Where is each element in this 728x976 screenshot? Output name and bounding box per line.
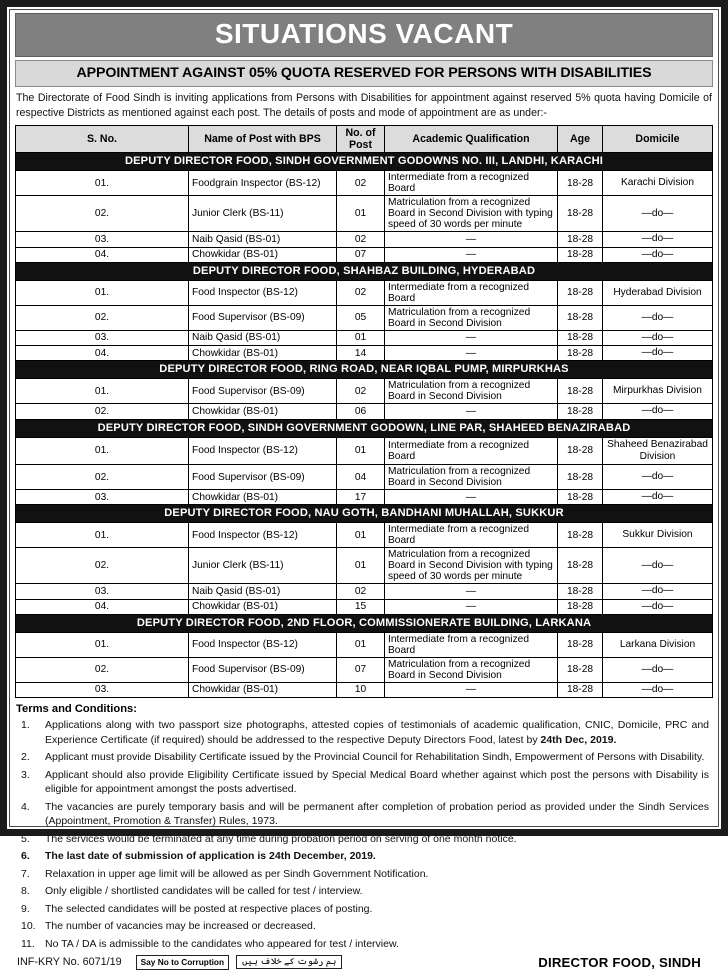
cell-qualification: Matriculation from a recognized Board in Second Division with typing speed of 30 words per minute	[385, 548, 558, 584]
cell-post-name: Naib Qasid (BS-01)	[189, 232, 337, 247]
term-item	[15, 900, 713, 917]
cell-post-name: Food Inspector (BS-12)	[189, 523, 337, 548]
term-text: Applicant must provide Disability Certificate issued by the Provincial Council for Rehabilitation Sindh, Empowerment of Persons with Disability.	[45, 751, 705, 764]
section-heading-label: DEPUTY DIRECTOR FOOD, NAU GOTH, BANDHANI MUHALLAH, SUKKUR	[16, 505, 713, 523]
cell-age: 18-28	[558, 632, 603, 657]
cell-age: 18-28	[558, 682, 603, 697]
term-deadline-emphasis: 24th Dec, 2019.	[540, 733, 617, 746]
table-row	[16, 330, 713, 345]
cell-age: 18-28	[558, 404, 603, 419]
cell-qualification: —	[385, 584, 558, 599]
cell-qualification: Intermediate from a recognized Board	[385, 171, 558, 196]
cell-age: 18-28	[558, 280, 603, 305]
table-row	[16, 232, 713, 247]
cell-sno: 01.	[16, 437, 189, 464]
cell-post-count: 07	[337, 657, 385, 682]
cell-qualification: —	[385, 232, 558, 247]
cell-post-name: Chowkidar (BS-01)	[189, 404, 337, 419]
cell-post-count: 02	[337, 379, 385, 404]
term-text: Applicant should also provide Eligibility Certificate issued by Special Medical Board whether against which post the persons with Disability is eligible for appointment amongst the posts advertised.	[45, 768, 709, 796]
cell-domicile: —do—	[603, 584, 713, 599]
term-number: 1.	[21, 719, 30, 732]
cell-domicile: Karachi Division	[603, 171, 713, 196]
cell-qualification: —	[385, 247, 558, 262]
cell-sno: 02.	[16, 305, 189, 330]
cell-post-count: 01	[337, 548, 385, 584]
section-heading-row	[16, 361, 713, 379]
cell-qualification: Matriculation from a recognized Board in Second Division with typing speed of 30 words per minute	[385, 196, 558, 232]
column-header-qualification: Academic Qualification	[385, 126, 558, 153]
section-heading-label: DEPUTY DIRECTOR FOOD, SINDH GOVERNMENT GODOWNS NO. III, LANDHI, KARACHI	[16, 153, 713, 171]
section-heading-row	[16, 614, 713, 632]
term-text: The vacancies are purely temporary basis and will be permanent after completion of probation period as provided under the Sindh Services (Appointment, Promotion & Transfer) Rules, 1973.	[45, 800, 709, 828]
table-row	[16, 280, 713, 305]
table-row	[16, 465, 713, 490]
term-text: The selected candidates will be posted at respective places of posting.	[45, 902, 373, 915]
cell-post-name: Junior Clerk (BS-11)	[189, 196, 337, 232]
cell-sno: 03.	[16, 490, 189, 505]
cell-post-name: Naib Qasid (BS-01)	[189, 584, 337, 599]
cell-domicile: —do—	[603, 682, 713, 697]
cell-sno: 01.	[16, 171, 189, 196]
cell-age: 18-28	[558, 599, 603, 614]
director-signature: DIRECTOR FOOD, SINDH	[538, 954, 701, 970]
cell-post-count: 02	[337, 171, 385, 196]
cell-domicile: Larkana Division	[603, 632, 713, 657]
terms-title: Terms and Conditions:	[16, 702, 137, 715]
cell-age: 18-28	[558, 196, 603, 232]
term-number: 8.	[21, 885, 30, 898]
section-heading-row	[16, 262, 713, 280]
term-number: 11.	[21, 937, 35, 950]
cell-sno: 02.	[16, 657, 189, 682]
cell-post-name: Food Supervisor (BS-09)	[189, 305, 337, 330]
cell-post-count: 02	[337, 280, 385, 305]
cell-post-count: 02	[337, 584, 385, 599]
page-title: SITUATIONS VACANT	[15, 13, 713, 57]
cell-age: 18-28	[558, 465, 603, 490]
cell-age: 18-28	[558, 232, 603, 247]
cell-domicile: —do—	[603, 305, 713, 330]
cell-post-name: Chowkidar (BS-01)	[189, 346, 337, 361]
cell-post-name: Food Supervisor (BS-09)	[189, 465, 337, 490]
cell-sno: 02.	[16, 404, 189, 419]
cell-post-name: Chowkidar (BS-01)	[189, 247, 337, 262]
column-header-domicile: Domicile	[603, 126, 713, 153]
table-row	[16, 379, 713, 404]
cell-post-count: 01	[337, 632, 385, 657]
subtitle-banner: APPOINTMENT AGAINST 05% QUOTA RESERVED FOR PERSONS WITH DISABILITIES	[15, 60, 713, 87]
cell-post-name: Chowkidar (BS-01)	[189, 682, 337, 697]
cell-qualification: —	[385, 490, 558, 505]
cell-domicile: Shaheed Benazirabad Division	[603, 437, 713, 464]
table-row	[16, 682, 713, 697]
cell-age: 18-28	[558, 171, 603, 196]
cell-age: 18-28	[558, 346, 603, 361]
table-row	[16, 196, 713, 232]
cell-qualification: —	[385, 599, 558, 614]
term-number: 3.	[21, 768, 30, 781]
section-heading-row	[16, 419, 713, 437]
table-row	[16, 584, 713, 599]
cell-post-name: Naib Qasid (BS-01)	[189, 330, 337, 345]
cell-post-count: 01	[337, 330, 385, 345]
term-number: 6.	[21, 850, 30, 863]
term-number: 4.	[21, 800, 30, 813]
cell-age: 18-28	[558, 305, 603, 330]
cell-sno: 01.	[16, 632, 189, 657]
term-text: The last date of submission of application is 24th December, 2019.	[45, 850, 376, 863]
cell-sno: 02.	[16, 548, 189, 584]
terms-list	[15, 717, 713, 953]
term-text: Only eligible / shortlisted candidates will be called for test / interview.	[45, 885, 363, 898]
cell-domicile: —do—	[603, 247, 713, 262]
cell-age: 18-28	[558, 437, 603, 464]
table-row	[16, 437, 713, 464]
cell-sno: 03.	[16, 330, 189, 345]
term-text: No TA / DA is admissible to the candidates who appeared for test / interview.	[45, 937, 399, 950]
intro-paragraph: The Directorate of Food Sindh is inviting applications from Persons with Disabilities for appointment against reserved 5% quota having Domicile of respective Districts as mentioned against each post. The details of posts and mode of appointment are as under:-	[16, 92, 712, 120]
cell-sno: 03.	[16, 584, 189, 599]
term-item	[15, 798, 713, 830]
table-row	[16, 548, 713, 584]
cell-domicile: —do—	[603, 548, 713, 584]
cell-sno: 03.	[16, 232, 189, 247]
table-row	[16, 247, 713, 262]
table-row	[16, 171, 713, 196]
jobs-table	[15, 125, 713, 698]
advertisement-inner-frame	[9, 9, 719, 970]
cell-post-count: 14	[337, 346, 385, 361]
footer	[15, 953, 713, 976]
term-item	[15, 918, 713, 935]
cell-post-name: Food Supervisor (BS-09)	[189, 657, 337, 682]
cell-domicile: —do—	[603, 196, 713, 232]
cell-age: 18-28	[558, 247, 603, 262]
cell-age: 18-28	[558, 548, 603, 584]
cell-domicile: Hyderabad Division	[603, 280, 713, 305]
cell-age: 18-28	[558, 379, 603, 404]
table-row	[16, 599, 713, 614]
cell-post-name: Chowkidar (BS-01)	[189, 490, 337, 505]
cell-qualification: —	[385, 404, 558, 419]
section-heading-label: DEPUTY DIRECTOR FOOD, SINDH GOVERNMENT GODOWN, LINE PAR, SHAHEED BENAZIRABAD	[16, 419, 713, 437]
cell-age: 18-28	[558, 523, 603, 548]
term-item	[15, 830, 713, 847]
say-no-to-corruption-badge: Say No to Corruption	[136, 955, 229, 970]
cell-domicile: —do—	[603, 657, 713, 682]
term-text: The number of vacancies may be increased or decreased.	[45, 920, 316, 933]
cell-post-count: 06	[337, 404, 385, 419]
cell-domicile: —do—	[603, 330, 713, 345]
term-item	[15, 883, 713, 900]
cell-sno: 02.	[16, 465, 189, 490]
cell-sno: 01.	[16, 523, 189, 548]
term-text	[45, 718, 713, 747]
cell-post-count: 01	[337, 196, 385, 232]
section-heading-row	[16, 505, 713, 523]
cell-post-count: 04	[337, 465, 385, 490]
cell-post-count: 05	[337, 305, 385, 330]
cell-age: 18-28	[558, 490, 603, 505]
cell-domicile: —do—	[603, 465, 713, 490]
cell-domicile: —do—	[603, 599, 713, 614]
cell-post-name: Food Supervisor (BS-09)	[189, 379, 337, 404]
cell-sno: 01.	[16, 379, 189, 404]
cell-sno: 03.	[16, 682, 189, 697]
term-text-main: Applications along with two passport size photographs, attested copies of testimonials of academic qualification, CNIC, Domicile, PRC and Experience Certificate (if required) should be addressed to the respective Deputy Directors Food, latest by	[45, 719, 709, 746]
inf-number: INF-KRY No. 6071/19	[17, 956, 122, 969]
column-header-post: Name of Post with BPS	[189, 126, 337, 153]
cell-age: 18-28	[558, 657, 603, 682]
cell-domicile: —do—	[603, 232, 713, 247]
cell-post-count: 07	[337, 247, 385, 262]
cell-qualification: —	[385, 346, 558, 361]
cell-post-count: 01	[337, 437, 385, 464]
term-item	[15, 766, 713, 798]
table-row	[16, 523, 713, 548]
cell-sno: 04.	[16, 346, 189, 361]
term-item	[15, 865, 713, 882]
urdu-corruption-badge: ہم رشوت کے خلاف ہیں	[236, 955, 342, 969]
cell-age: 18-28	[558, 584, 603, 599]
cell-post-name: Foodgrain Inspector (BS-12)	[189, 171, 337, 196]
cell-sno: 01.	[16, 280, 189, 305]
cell-post-count: 10	[337, 682, 385, 697]
cell-post-name: Chowkidar (BS-01)	[189, 599, 337, 614]
cell-qualification: Intermediate from a recognized Board	[385, 437, 558, 464]
cell-qualification: Intermediate from a recognized Board	[385, 280, 558, 305]
section-heading-label: DEPUTY DIRECTOR FOOD, RING ROAD, NEAR IQBAL PUMP, MIRPURKHAS	[16, 361, 713, 379]
term-number: 5.	[21, 832, 30, 845]
cell-age: 18-28	[558, 330, 603, 345]
term-item	[15, 749, 713, 766]
cell-domicile: Mirpurkhas Division	[603, 379, 713, 404]
term-number: 9.	[21, 902, 30, 915]
cell-sno: 04.	[16, 599, 189, 614]
table-row	[16, 490, 713, 505]
table-row	[16, 305, 713, 330]
column-header-sno: S. No.	[16, 126, 189, 153]
term-item	[15, 848, 713, 865]
table-row	[16, 632, 713, 657]
table-row	[16, 657, 713, 682]
cell-post-name: Food Inspector (BS-12)	[189, 280, 337, 305]
column-header-num: No. of Post	[337, 126, 385, 153]
cell-qualification: —	[385, 330, 558, 345]
table-header	[16, 126, 713, 153]
cell-qualification: Matriculation from a recognized Board in Second Division	[385, 305, 558, 330]
term-text: The services would be terminated at any time during probation period on serving of one month notice.	[45, 832, 517, 845]
cell-qualification: Intermediate from a recognized Board	[385, 632, 558, 657]
cell-qualification: Matriculation from a recognized Board in Second Division	[385, 465, 558, 490]
cell-post-name: Food Inspector (BS-12)	[189, 632, 337, 657]
cell-sno: 04.	[16, 247, 189, 262]
term-number: 10.	[21, 920, 36, 933]
cell-domicile: —do—	[603, 490, 713, 505]
cell-post-count: 01	[337, 523, 385, 548]
term-text: Relaxation in upper age limit will be allowed as per Sindh Government Notification.	[45, 867, 429, 880]
cell-domicile: Sukkur Division	[603, 523, 713, 548]
table-row	[16, 404, 713, 419]
cell-qualification: Intermediate from a recognized Board	[385, 523, 558, 548]
section-heading-label: DEPUTY DIRECTOR FOOD, SHAHBAZ BUILDING, HYDERABAD	[16, 262, 713, 280]
cell-qualification: Matriculation from a recognized Board in Second Division	[385, 379, 558, 404]
cell-post-count: 15	[337, 599, 385, 614]
term-number: 2.	[21, 751, 30, 764]
cell-post-count: 02	[337, 232, 385, 247]
cell-post-name: Junior Clerk (BS-11)	[189, 548, 337, 584]
table-body	[16, 153, 713, 698]
section-heading-label: DEPUTY DIRECTOR FOOD, 2ND FLOOR, COMMISSIONERATE BUILDING, LARKANA	[16, 614, 713, 632]
term-item	[15, 935, 713, 952]
cell-qualification: Matriculation from a recognized Board in Second Division	[385, 657, 558, 682]
cell-sno: 02.	[16, 196, 189, 232]
term-item	[15, 717, 713, 749]
term-number: 7.	[21, 867, 30, 880]
table-row	[16, 346, 713, 361]
cell-domicile: —do—	[603, 346, 713, 361]
cell-post-name: Food Inspector (BS-12)	[189, 437, 337, 464]
section-heading-row	[16, 153, 713, 171]
cell-post-count: 17	[337, 490, 385, 505]
column-header-age: Age	[558, 126, 603, 153]
table-header-row	[16, 126, 713, 153]
cell-qualification: —	[385, 682, 558, 697]
cell-domicile: —do—	[603, 404, 713, 419]
